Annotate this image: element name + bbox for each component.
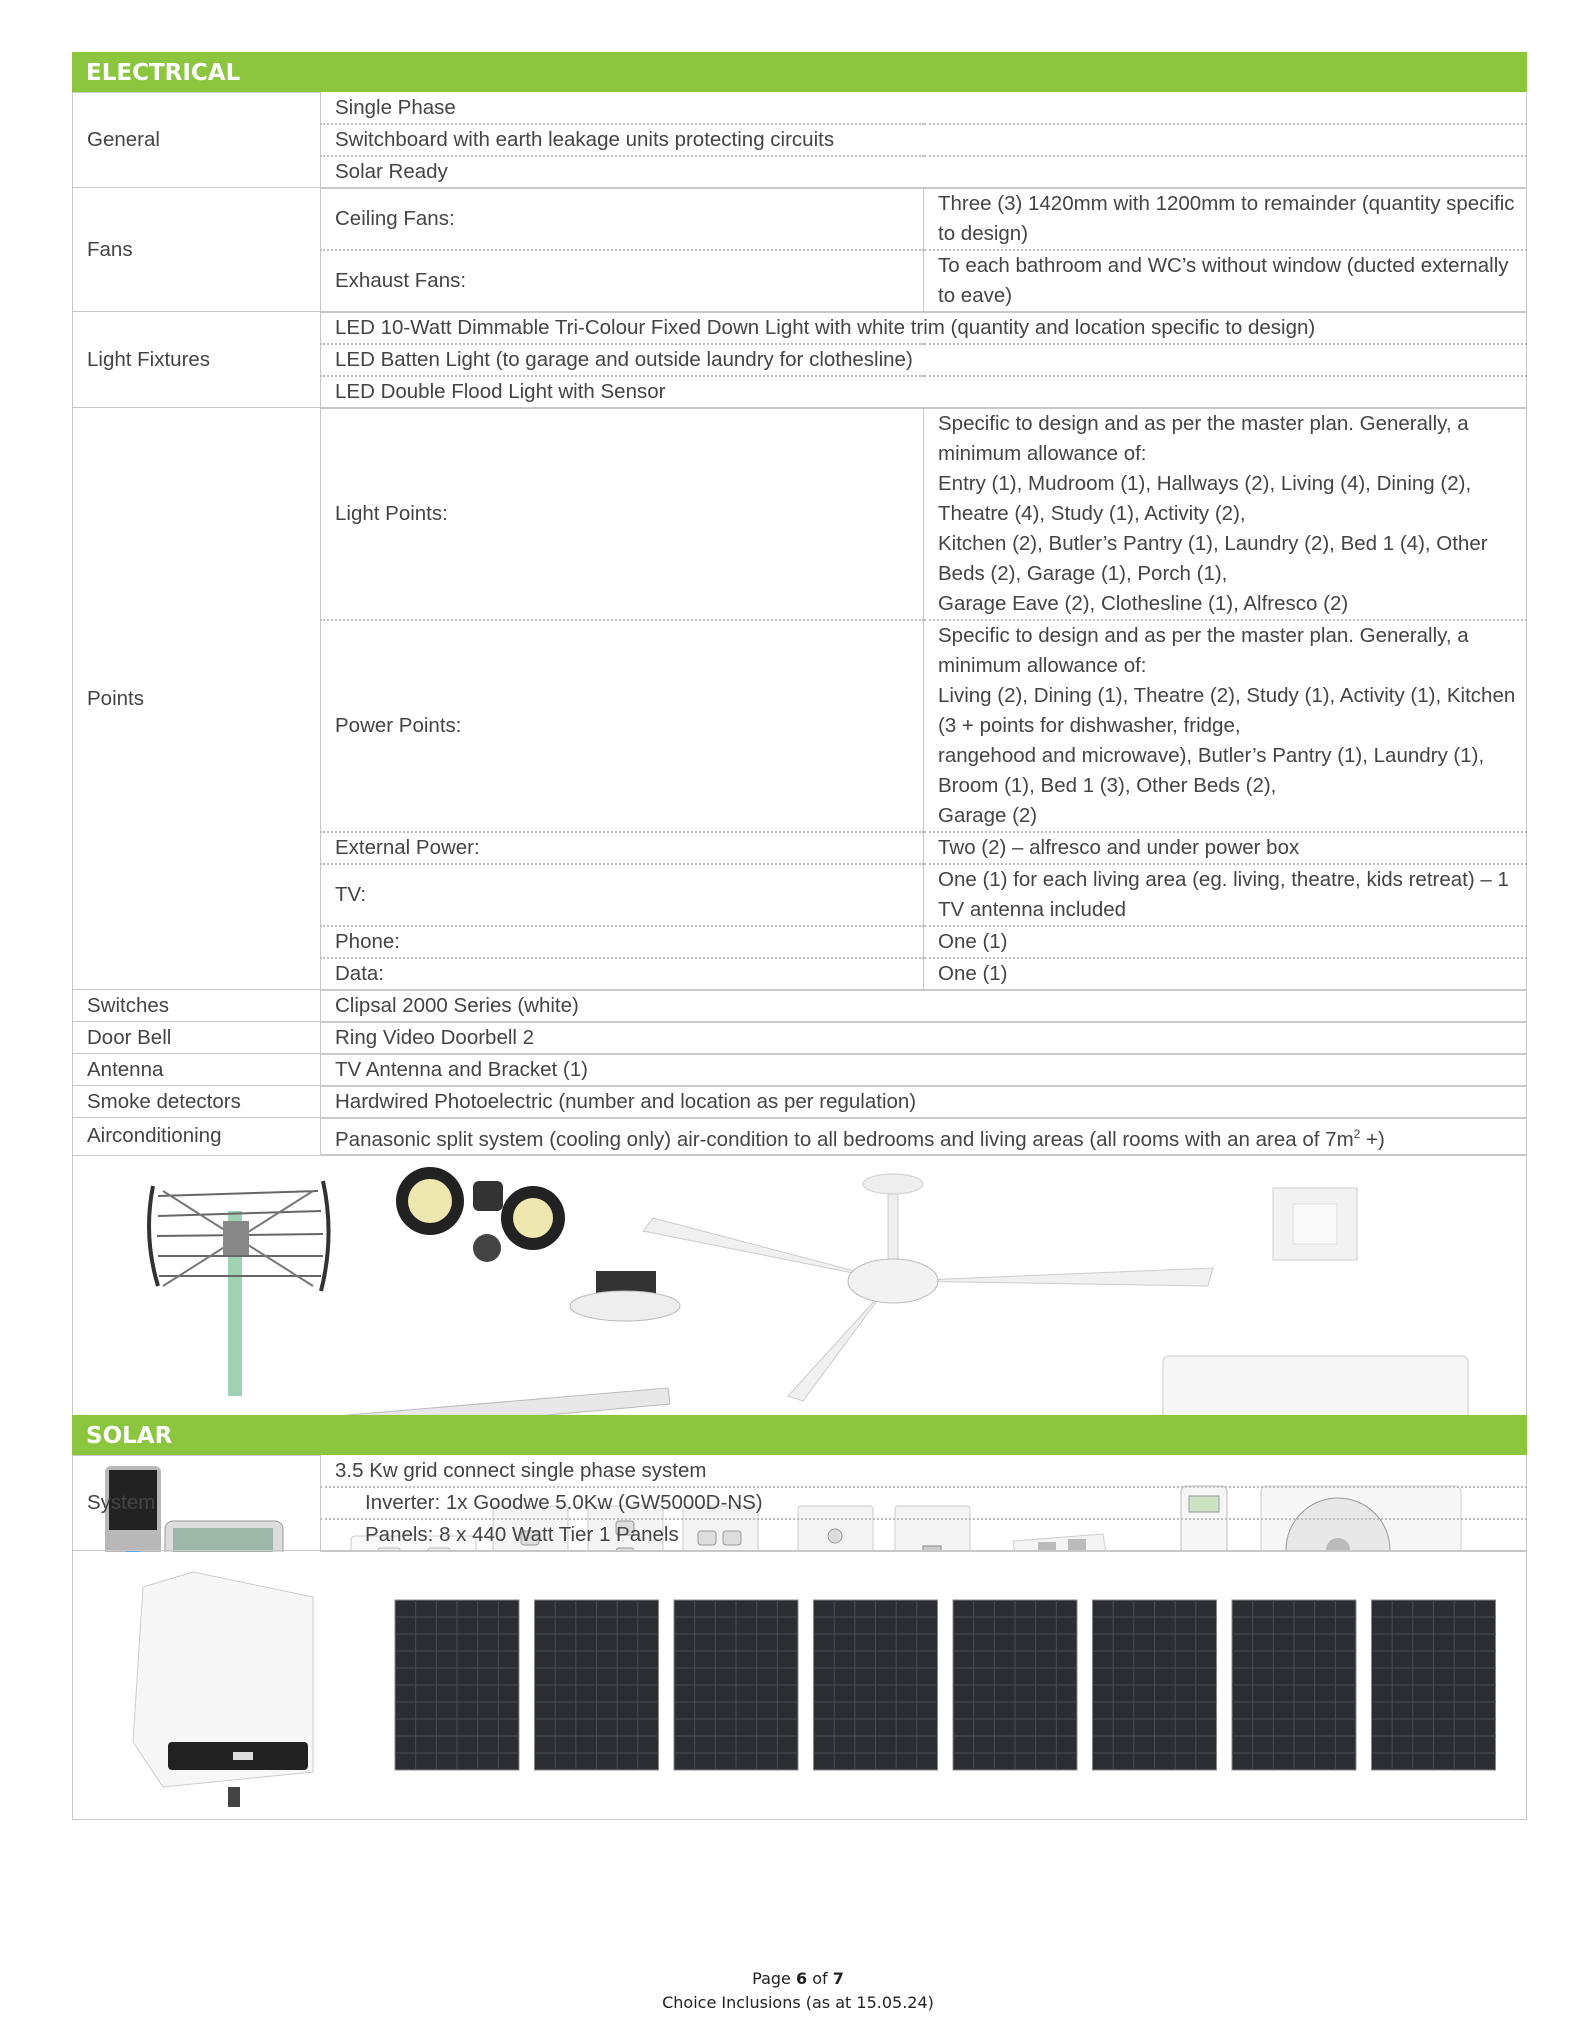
power-points-line: rangehood and microwave), Butler’s Pantry (1), Laundry (1), Broom (1), Bed 1 (3), Other Beds (2), [938, 743, 1485, 797]
page-current: 6 [795, 1969, 808, 1988]
exhaust-fans-label: Exhaust Fans: [321, 250, 924, 312]
page-total: 7 [832, 1969, 844, 1988]
light-points-line: Entry (1), Mudroom (1), Hallways (2), Living (4), Dining (2), Theatre (4), Study (1), Activity (2), [938, 471, 1472, 525]
solar-panel-icon [395, 1600, 519, 1770]
airconditioning-tail: +) [1360, 1127, 1385, 1151]
light-points-line: Garage Eave (2), Clothesline (1), Alfresco (2) [938, 591, 1349, 615]
solar-panel-icon [1372, 1600, 1496, 1770]
door-bell-value: Ring Video Doorbell 2 [321, 1022, 1527, 1054]
solar-products-illustration [73, 1552, 1528, 1820]
power-points-line: Garage (2) [938, 803, 1038, 827]
door-bell-label: Door Bell [73, 1022, 321, 1054]
power-points-value [924, 620, 1527, 832]
light-points-line: Kitchen (2), Butler’s Pantry (1), Laundry (2), Bed 1 (4), Other Beds (2), Garage (1), Porch (1), [938, 531, 1488, 585]
airconditioning-text: Panasonic split system (cooling only) air-condition to all bedrooms and living areas (all rooms with an area of 7m [335, 1127, 1354, 1151]
data-points-value: One (1) [924, 958, 1527, 990]
light-points-value [924, 408, 1527, 620]
tv-points-value: One (1) for each living area (eg. living, theatre, kids retreat) – 1 TV antenna included [924, 864, 1527, 926]
airconditioning-sup: 2 [1353, 1126, 1361, 1141]
general-label: General [73, 93, 321, 188]
light-fixtures-label: Light Fixtures [73, 312, 321, 408]
light-points-label: Light Points: [321, 408, 924, 620]
solar-panels-group [395, 1600, 1496, 1770]
power-points-line: Living (2), Dining (1), Theatre (2), Study (1), Activity (1), Kitchen (3 + points for dishwasher, fridge, [938, 683, 1516, 737]
light-points-line: Specific to design and as per the master plan. Generally, a minimum allowance of: [938, 411, 1469, 465]
page-footer [0, 1967, 1596, 2015]
fans-label: Fans [73, 188, 321, 312]
solar-panel-icon [1232, 1600, 1356, 1770]
general-row: Single Phase [321, 93, 1527, 124]
external-power-value: Two (2) – alfresco and under power box [924, 832, 1527, 864]
flood-light-sensor-icon [396, 1167, 565, 1262]
power-points-label: Power Points: [321, 620, 924, 832]
solar-panel-icon [1093, 1600, 1217, 1770]
data-points-label: Data: [321, 958, 924, 990]
exhaust-fans-value: To each bathroom and WC’s without window (ducted externally to eave) [924, 250, 1527, 312]
tv-points-label: TV: [321, 864, 924, 926]
general-row: Switchboard with earth leakage units protecting circuits [321, 124, 1527, 156]
system-label: System [73, 1456, 321, 1551]
solar-panel-icon [814, 1600, 938, 1770]
light-switch-plate-icon [1273, 1188, 1357, 1260]
switches-label: Switches [73, 990, 321, 1022]
ceiling-fans-value: Three (3) 1420mm with 1200mm to remainder (quantity specific to design) [924, 188, 1527, 250]
led-downlight-icon [570, 1271, 680, 1321]
solar-panel-icon [953, 1600, 1077, 1770]
smoke-detectors-label: Smoke detectors [73, 1086, 321, 1118]
switches-value: Clipsal 2000 Series (white) [321, 990, 1527, 1022]
page-number [0, 1967, 1596, 1991]
general-row: Solar Ready [321, 156, 1527, 188]
external-power-label: External Power: [321, 832, 924, 864]
system-row: Panels: 8 x 440 Watt Tier 1 Panels [321, 1519, 1527, 1551]
electrical-table [72, 92, 1527, 1156]
antenna-value: TV Antenna and Bracket (1) [321, 1054, 1527, 1086]
power-points-line: Specific to design and as per the master plan. Generally, a minimum allowance of: [938, 623, 1469, 677]
tv-antenna-icon [149, 1181, 329, 1396]
ceiling-fans-label: Ceiling Fans: [321, 188, 924, 250]
system-row: Inverter: 1x Goodwe 5.0Kw (GW5000D-NS) [321, 1487, 1527, 1519]
solar-section [72, 1415, 1527, 1820]
light-fixture-row: LED Double Flood Light with Sensor [321, 376, 1527, 408]
airconditioning-value [321, 1118, 1527, 1156]
system-row: 3.5 Kw grid connect single phase system [321, 1456, 1527, 1487]
points-label: Points [73, 408, 321, 990]
page-of: of [807, 1969, 833, 1988]
phone-points-value: One (1) [924, 926, 1527, 958]
electrical-section [72, 52, 1527, 1654]
solar-table [72, 1455, 1527, 1552]
light-fixture-row: LED Batten Light (to garage and outside laundry for clothesline) [321, 344, 1527, 376]
light-fixture-row: LED 10-Watt Dimmable Tri-Colour Fixed Down Light with white trim (quantity and location specific to design) [321, 312, 1527, 344]
solar-products-panel [72, 1552, 1527, 1820]
ceiling-fan-icon [643, 1174, 1213, 1401]
smoke-detectors-value: Hardwired Photoelectric (number and location as per regulation) [321, 1086, 1527, 1118]
airconditioning-label: Airconditioning [73, 1118, 321, 1156]
antenna-label: Antenna [73, 1054, 321, 1086]
solar-panel-icon [674, 1600, 798, 1770]
solar-inverter-icon [133, 1572, 313, 1807]
solar-panel-icon [535, 1600, 659, 1770]
solar-header: SOLAR [72, 1415, 1527, 1455]
document-title: Choice Inclusions (as at 15.05.24) [662, 1993, 934, 2012]
page-prefix: Page [752, 1969, 796, 1988]
phone-points-label: Phone: [321, 926, 924, 958]
electrical-header: ELECTRICAL [72, 52, 1527, 92]
